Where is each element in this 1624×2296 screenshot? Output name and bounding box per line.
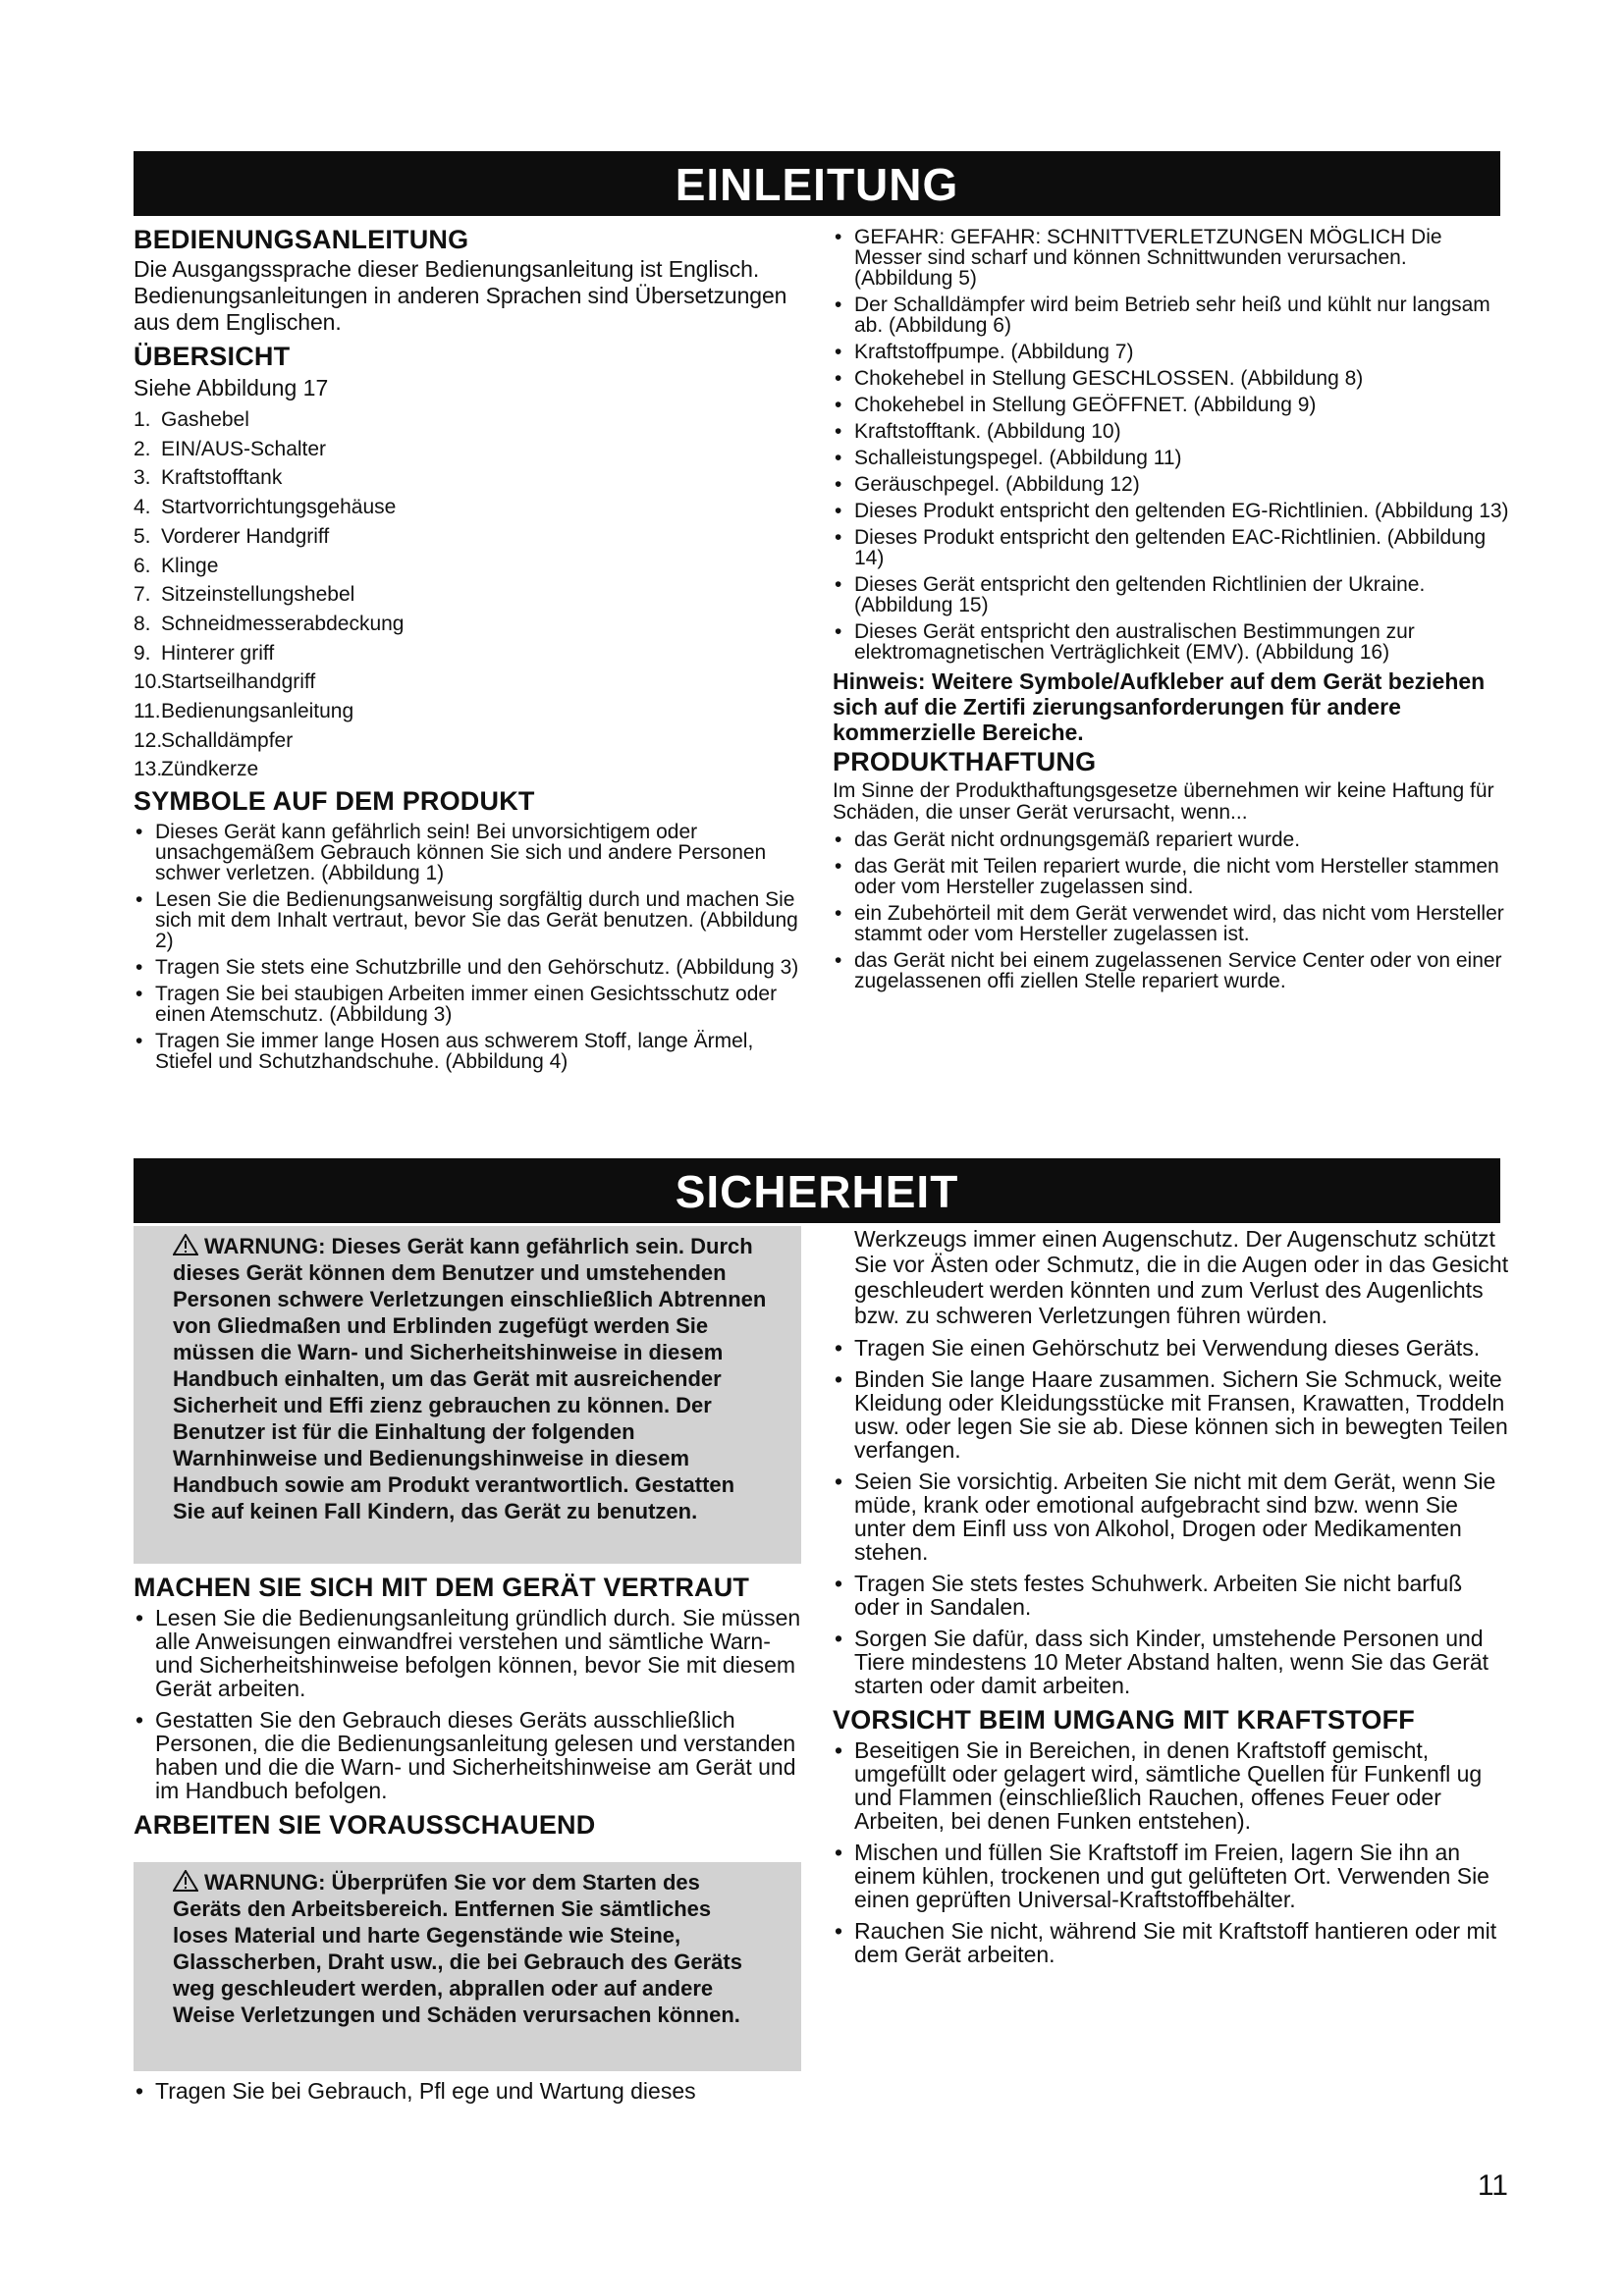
list-item: • Beseitigen Sie in Bereichen, in denen Kraftstoff gemischt, umgefüllt oder gelagert wird, sämtliche Quellen für Funkenfl ug und Flammen (einschließlich Rauchen, offenes Feuer oder Arbeiten, bei denen Funken entstehen).: [835, 1737, 1483, 1834]
column-left-safety-end: [134, 2079, 801, 2110]
column-left-introduction: [134, 225, 801, 1078]
list-item: • Schalleistungspegel. (Abbildung 11): [835, 447, 1182, 469]
list-item: • Der Schalldämpfer wird beim Betrieb sehr heiß und kühlt nur langsam ab. (Abbildung 6): [835, 294, 1490, 337]
heading-bedienungsanleitung: BEDIENUNGSANLEITUNG: [134, 225, 469, 254]
augenschutz-continued: Werkzeugs immer einen Augenschutz. Der Augenschutz schützt Sie vor Ästen oder Schmutz, die in die Augen oder in das Gesicht geschleudert werden könnten und zum Verlust des Augenlichts bzw. zu schweren Verletzungen führen würden.: [854, 1226, 1509, 1328]
symbols-list-continued: [833, 227, 1510, 663]
list-item: • Dieses Produkt entspricht den geltenden EAC-Richtlinien. (Abbildung 14): [835, 526, 1487, 569]
warning-box-danger: [134, 1226, 801, 1564]
list-item: 7. Sitzeinstellungshebel: [134, 583, 355, 607]
list-item: • Binden Sie lange Haare zusammen. Sichern Sie Schmuck, weite Kleidung oder Kleidungsstücke mit Fransen, Krawatten, Troddeln usw. oder legen Sie sie ab. Diese können sich in bewegten Teilen verfangen.: [835, 1366, 1508, 1463]
heading-kraftstoff: VORSICHT BEIM UMGANG MIT KRAFTSTOFF: [833, 1705, 1415, 1735]
list-item: • Gestatten Sie den Gebrauch dieses Geräts ausschließlich Personen, die die Bedienungsanleitung gelesen und verstanden haben und die die Warn- und Sicherheitshinweise am Gerät und im Handbuch befolgen.: [135, 1707, 796, 1803]
list-item: • Dieses Gerät entspricht den australischen Bestimmungen zur elektromagnetischen Verträglichkeit (EMV). (Abbildung 16): [835, 620, 1415, 664]
list-item: • Mischen und füllen Sie Kraftstoff im Freien, lagern Sie ihn an einem kühlen, trockenen und gut gelüfteten Ort. Verwenden Sie einen geprüften Universal-Kraftstoffbehälter.: [835, 1840, 1489, 1912]
produkthaftung-text: Im Sinne der Produkthaftungsgesetze übernehmen wir keine Haftung für Schäden, die unser Gerät verursacht, wenn...: [833, 779, 1494, 824]
list-item: • Tragen Sie bei Gebrauch, Pfl ege und Wartung dieses: [135, 2078, 696, 2104]
list-item: • Tragen Sie immer lange Hosen aus schwerem Stoff, lange Ärmel, Stiefel und Schutzhandschuhe. (Abbildung 4): [135, 1030, 754, 1074]
list-item: • Chokehebel in Stellung GEÖFFNET. (Abbildung 9): [835, 394, 1317, 416]
warning-text: WARNUNG: Überprüfen Sie vor dem Starten des Geräts den Arbeitsbereich. Entfernen Sie sämtliches loses Material und harte Gegenstände wie Steine, Glasscherben, Draht usw., die bei Gebrauch des Geräts weg geschleudert werden, abprallen oder auf andere Weise Verletzungen und Schäden verursachen können.: [173, 1870, 742, 2027]
bedienungsanleitung-text: Die Ausgangssprache dieser Bedienungsanleitung ist Englisch. Bedienungsanleitungen in anderen Sprachen sind Übersetzungen aus dem Englischen.: [134, 256, 787, 335]
section-banner-einleitung: EINLEITUNG: [134, 151, 1500, 216]
list-item: 13. Zündkerze: [134, 758, 259, 781]
heading-vorausschauend: ARBEITEN SIE VORAUSSCHAUEND: [134, 1810, 596, 1840]
list-item: • Tragen Sie einen Gehörschutz bei Verwendung dieses Geräts.: [835, 1335, 1481, 1361]
list-item: 1. Gashebel: [134, 408, 249, 431]
list-item: • Lesen Sie die Bedienungsanweisung sorgfältig durch und machen Sie sich mit dem Inhalt vertraut, bevor Sie das Gerät benutzen. (Abbildung 2): [135, 888, 798, 953]
list-item: • Rauchen Sie nicht, während Sie mit Kraftstoff hantieren oder mit dem Gerät arbeiten.: [835, 1918, 1497, 1967]
warning-triangle-icon: [173, 1870, 198, 1892]
list-item: 4. Startvorrichtungsgehäuse: [134, 496, 397, 519]
list-item: 8. Schneidmesserabdeckung: [134, 612, 405, 635]
list-item: • Kraftstofftank. (Abbildung 10): [835, 420, 1121, 443]
list-item: • Kraftstoffpumpe. (Abbildung 7): [835, 341, 1134, 363]
list-item: • Tragen Sie bei staubigen Arbeiten immer einen Gesichtsschutz oder einen Atemschutz. (Abbildung 3): [135, 983, 778, 1027]
hinweis-note: Hinweis: Weitere Symbole/Aufkleber auf dem Gerät beziehen sich auf die Zertifi zierungsanforderungen für andere kommerzielle Bereiche.: [833, 668, 1486, 745]
warning-box-content: [173, 1869, 772, 2028]
warning-box-content: [173, 1233, 772, 1524]
warning-box-workarea: [134, 1862, 801, 2071]
heading-produkthaftung: PRODUKTHAFTUNG: [833, 747, 1097, 776]
uebersicht-intro: Siehe Abbildung 17: [134, 375, 329, 400]
list-item: • Tragen Sie stets festes Schuhwerk. Arbeiten Sie nicht barfuß oder in Sandalen.: [835, 1571, 1463, 1620]
list-item: • das Gerät nicht ordnungsgemäß repariert wurde.: [835, 828, 1301, 851]
list-item: 12. Schalldämpfer: [134, 728, 294, 752]
vorausschauend-list: [134, 2079, 801, 2103]
list-item: • GEFAHR: GEFAHR: SCHNITTVERLETZUNGEN MÖGLICH Die Messer sind scharf und können Schnittwunden verursachen. (Abbildung 5): [835, 226, 1442, 290]
list-item: 6. Klinge: [134, 554, 219, 577]
list-item: • Dieses Produkt entspricht den geltenden EG-Richtlinien. (Abbildung 13): [835, 500, 1509, 522]
list-item: • das Gerät nicht bei einem zugelassenen Service Center oder von einer zugelassenen offi ziellen Stelle repariert wurde.: [835, 949, 1502, 992]
vertraut-list: [134, 1606, 801, 1802]
overview-parts-list: [134, 405, 801, 784]
list-item: 2. EIN/AUS-Schalter: [134, 437, 327, 460]
list-item: • Dieses Gerät kann gefährlich sein! Bei unvorsichtigem oder unsachgemäßem Gebrauch können Sie sich und andere Personen schwer verletzen. (Abbildung 1): [135, 821, 767, 885]
symbols-list: [134, 822, 801, 1072]
list-item: 9. Hinterer griff: [134, 641, 275, 665]
list-item: • Seien Sie vorsichtig. Arbeiten Sie nicht mit dem Gerät, wenn Sie müde, krank oder emotional aufgebracht sind bzw. wenn Sie unter dem Einfl uss von Alkohol, Drogen oder Medikamenten stehen.: [835, 1468, 1496, 1565]
list-item: • Lesen Sie die Bedienungsanleitung gründlich durch. Sie müssen alle Anweisungen einwandfrei verstehen und sämtliche Warn- und Sicherheitshinweise befolgen können, bevor Sie mit diesem Gerät arbeiten.: [135, 1605, 801, 1701]
kraftstoff-list: [833, 1738, 1510, 1966]
list-item: • ein Zubehörteil mit dem Gerät verwendet wird, das nicht vom Hersteller stammt oder vom Hersteller zugelassen ist.: [835, 902, 1504, 945]
warning-triangle-icon: [173, 1234, 198, 1255]
list-item: 10. Startseilhandgriff: [134, 670, 316, 694]
column-right-introduction: [833, 227, 1510, 997]
list-item: • Chokehebel in Stellung GESCHLOSSEN. (Abbildung 8): [835, 367, 1364, 390]
list-item: • das Gerät mit Teilen repariert wurde, die nicht vom Hersteller stammen oder vom Hersteller zugelassen sind.: [835, 855, 1499, 898]
list-item: 11. Bedienungsanleitung: [134, 700, 354, 723]
list-item: • Geräuschpegel. (Abbildung 12): [835, 473, 1140, 496]
column-right-safety: [833, 1226, 1510, 1974]
section-banner-sicherheit: SICHERHEIT: [134, 1158, 1500, 1223]
page-number: 11: [1477, 2169, 1508, 2202]
list-item: • Tragen Sie stets eine Schutzbrille und den Gehörschutz. (Abbildung 3): [135, 956, 799, 980]
safety-list: [833, 1336, 1510, 1697]
list-item: • Dieses Gerät entspricht den geltenden Richtlinien der Ukraine. (Abbildung 15): [835, 573, 1426, 616]
warning-text: WARNUNG: Dieses Gerät kann gefährlich sein. Durch dieses Gerät können dem Benutzer und umstehenden Personen schwere Verletzungen einschließlich Abtrennen von Gliedmaßen und Erblinden zugefügt werden Sie müssen die Warn- und Sicherheitshinweise in diesem Handbuch einhalten, um das Gerät mit ausreichender Sicherheit und Effi zienz gebrauchen zu können. Der Benutzer ist für die Einhaltung der folgenden Warnhinweise und Bedienungshinweise in diesem Handbuch sowie am Produkt verantwortlich. Gestatten Sie auf keinen Fall Kindern, das Gerät zu benutzen.: [173, 1234, 767, 1523]
heading-uebersicht: ÜBERSICHT: [134, 342, 291, 371]
produkthaftung-list: [833, 829, 1510, 991]
list-item: • Sorgen Sie dafür, dass sich Kinder, umstehende Personen und Tiere mindestens 10 Meter Abstand halten, wenn Sie das Gerät starten oder damit arbeiten.: [835, 1626, 1489, 1698]
heading-vertraut: MACHEN SIE SICH MIT DEM GERÄT VERTRAUT: [134, 1573, 750, 1602]
column-left-safety: [134, 1573, 801, 1840]
heading-symbole: SYMBOLE AUF DEM PRODUKT: [134, 786, 535, 817]
list-item: 3. Kraftstofftank: [134, 466, 283, 490]
list-item: 5. Vorderer Handgriff: [134, 524, 330, 548]
